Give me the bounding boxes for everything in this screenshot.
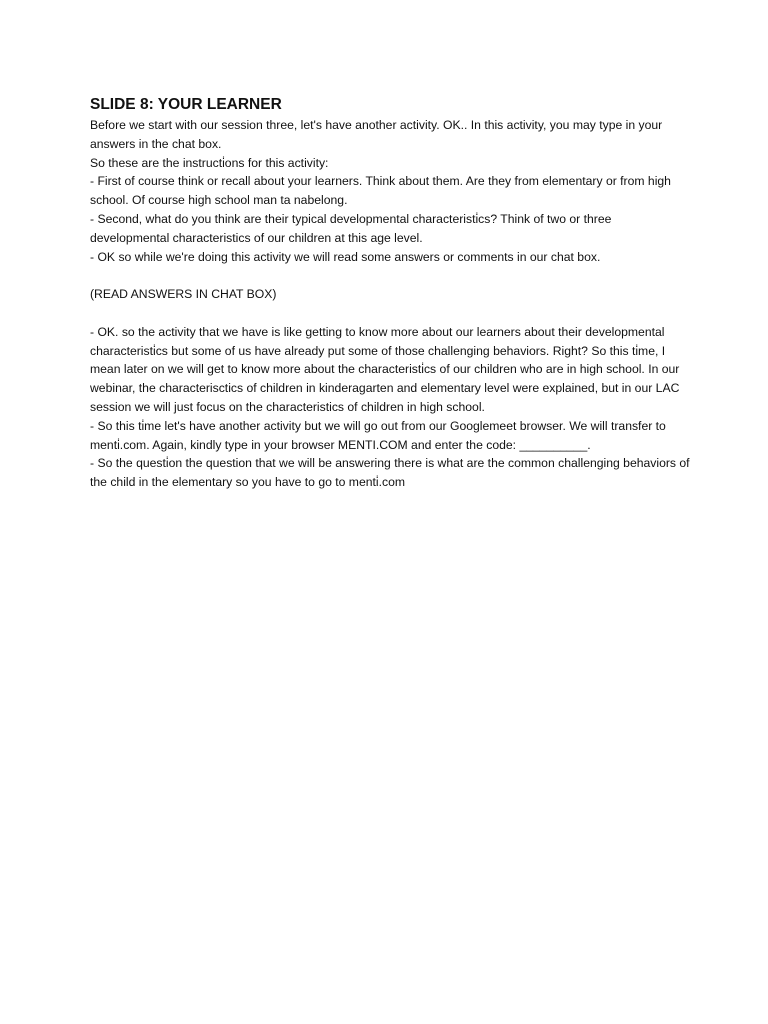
- paragraph-chat-box-note: - OK so while we're doing this activity we will read some answers or comments in our chat box.: [90, 249, 601, 264]
- paragraph-read-answers: (READ ANSWERS IN CHAT BOX): [90, 287, 277, 302]
- paragraph-menti-activity: - So this ti̇me let's have another activity but we will go out from our Googlemeet browser. We will transfer to menti̇.com. Again, kindly type in your browser MENTI.COM and enter the code: __________.: [90, 418, 666, 452]
- blank-line: [90, 266, 690, 285]
- document-body: [90, 96, 690, 492]
- paragraph-learners-characteristics: - OK. so the activity that we have is like getting to know more about our learners about their developmental characteristi̇cs but some of us have already put some of those challenging behaviors. Right? So this ti̇me, I mean later on we will get to know more about the characteristi̇cs of our children who are in high school. In our webinar, the characterisctics of children in kinderagarten and elementary level were explained, but in our LAC session we will just focus on the characteristics of children in high school.: [90, 324, 680, 414]
- document-title: SLIDE 8: YOUR LEARNER: [90, 96, 282, 113]
- paragraph-menti-question: - So the questi̇on the question that we will be answering there is what are the common challenging behaviors of the child in the elementary so you have to go to menti̇.com: [90, 456, 690, 490]
- paragraph-instructions-heading: So these are the instructi̇ons for this activity:: [90, 155, 329, 170]
- paragraph-first-instruction: - First of course think or recall about your learners. Think about them. Are they from elementary or from high school. Of course high school man ta nabelong.: [90, 174, 671, 208]
- blank-line: [90, 304, 690, 323]
- paragraph-second-instruction: - Second, what do you think are their typical developmental characteristi̇cs? Think of two or three developmental characteristics of our children at this age level.: [90, 211, 612, 245]
- paragraph-intro: Before we start with our session three, let's have another activity. OK.. In this activity, you may type in your answers in the chat box.: [90, 118, 663, 151]
